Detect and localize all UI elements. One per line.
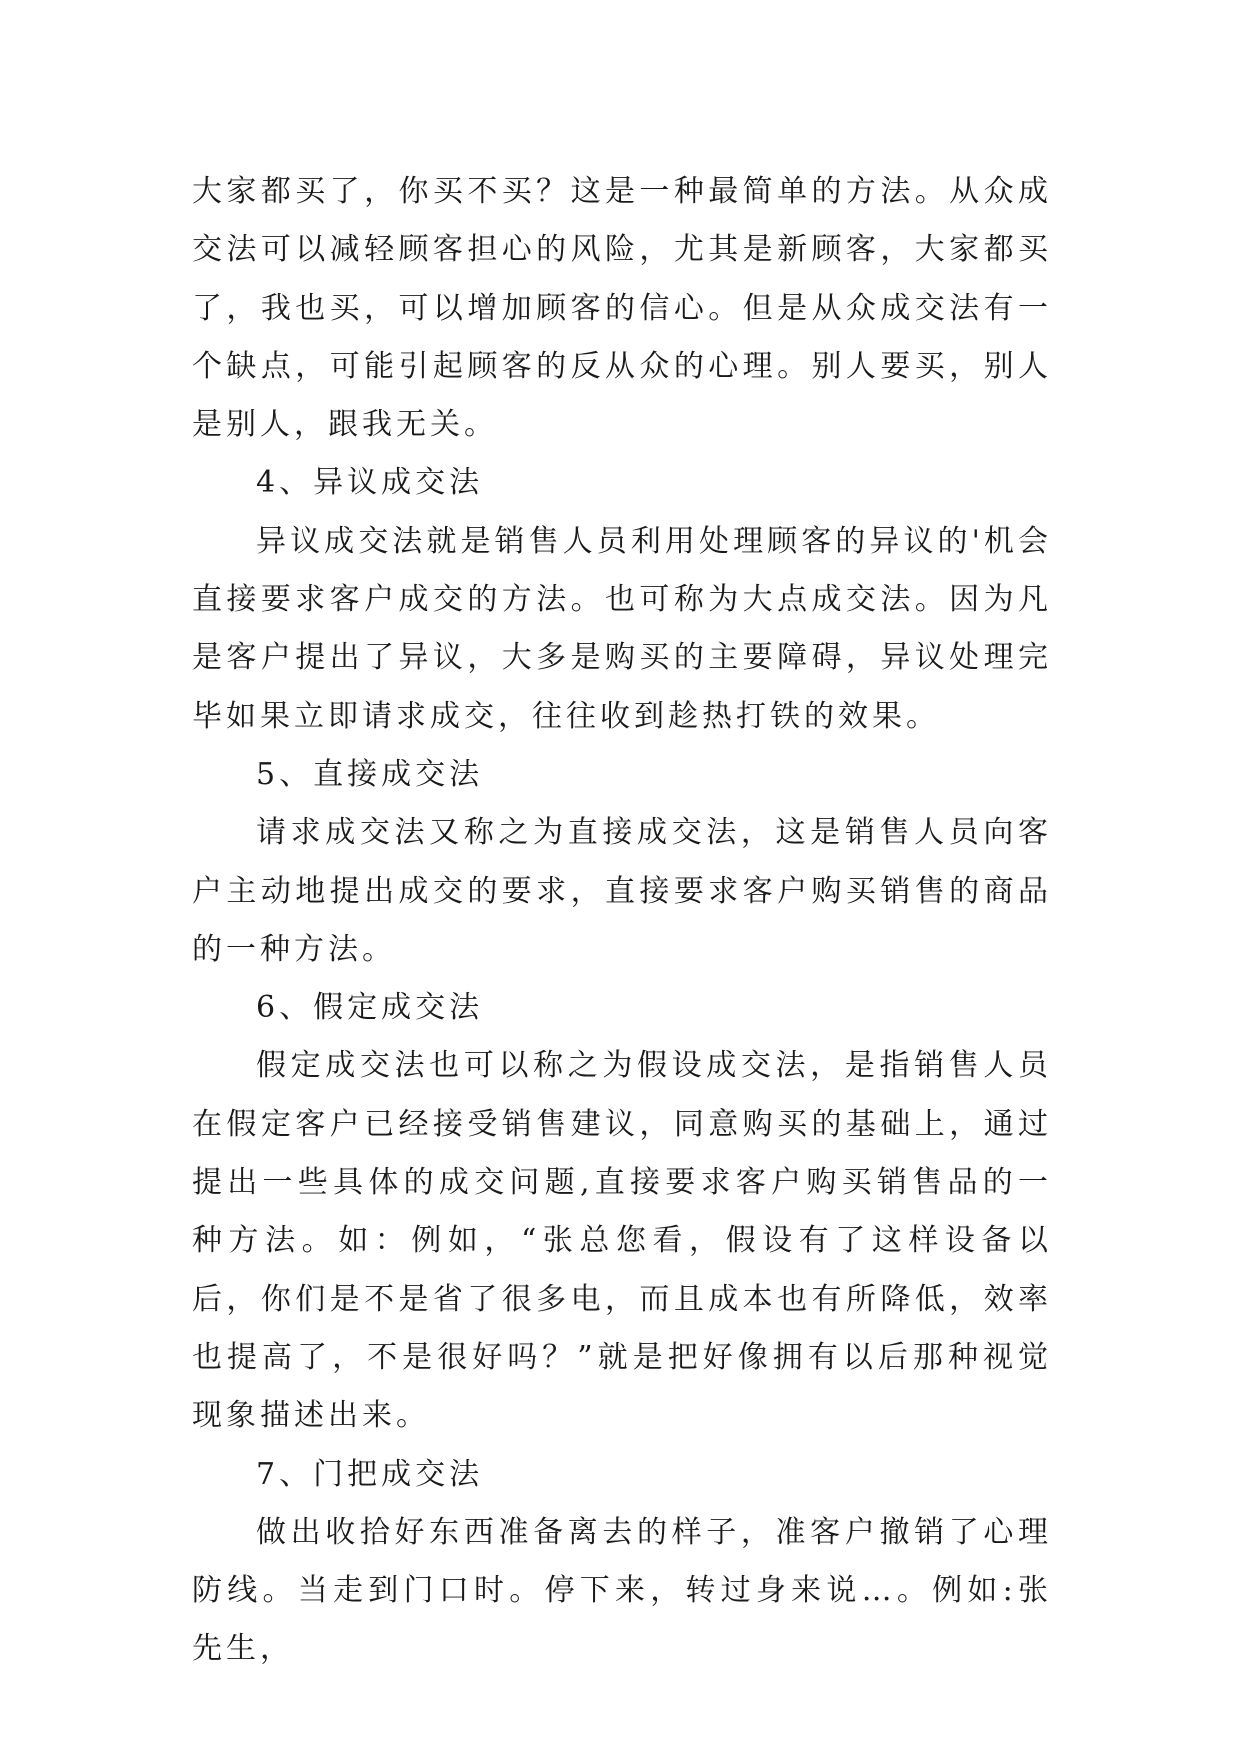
section-heading-6: 6、假定成交法 xyxy=(256,990,484,1026)
paragraph-objection-close: 异议成交法就是销售人员利用处理顾客的异议的'机会直接要求客户成交的方法。也可称为大点成交法。因为凡是客户提出了异议，大多是购买的主要障碍，异议处理完毕如果立即请求成交，往往收到趁热打铁的效果。 xyxy=(192,523,1052,734)
paragraph-intro: 大家都买了，你买不买？这是一种最简单的方法。从众成交法可以减轻顾客担心的风险，尤其是新顾客，大家都买了，我也买，可以增加顾客的信心。但是从众成交法有一个缺点，可能引起顾客的反从众的心理。别人要买，别人是别人，跟我无关。 xyxy=(192,174,1052,443)
paragraph-direct-close: 请求成交法又称之为直接成交法，这是销售人员向客户主动地提出成交的要求，直接要求客户购买销售的商品的一种方法。 xyxy=(192,815,1052,967)
section-heading-5: 5、直接成交法 xyxy=(256,756,484,792)
section-heading-4: 4、异议成交法 xyxy=(256,465,484,501)
paragraph-doorknob-close: 做出收拾好东西准备离去的样子，准客户撤销了心理防线。当走到门口时。停下来，转过身来说…。例如:张先生， xyxy=(192,1514,1052,1667)
document-page xyxy=(192,163,1052,1679)
section-heading-7: 7、门把成交法 xyxy=(256,1456,484,1492)
paragraph-assumptive-close: 假定成交法也可以称之为假设成交法，是指销售人员在假定客户已经接受销售建议，同意购买的基础上，通过提出一些具体的成交问题,直接要求客户购买销售品的一种方法。如：例如，“张总您看，假设有了这样设备以后，你们是不是省了很多电，而且成本也有所降低，效率也提高了，不是很好吗？”就是把好像拥有以后那种视觉现象描述出来。 xyxy=(192,1048,1052,1434)
